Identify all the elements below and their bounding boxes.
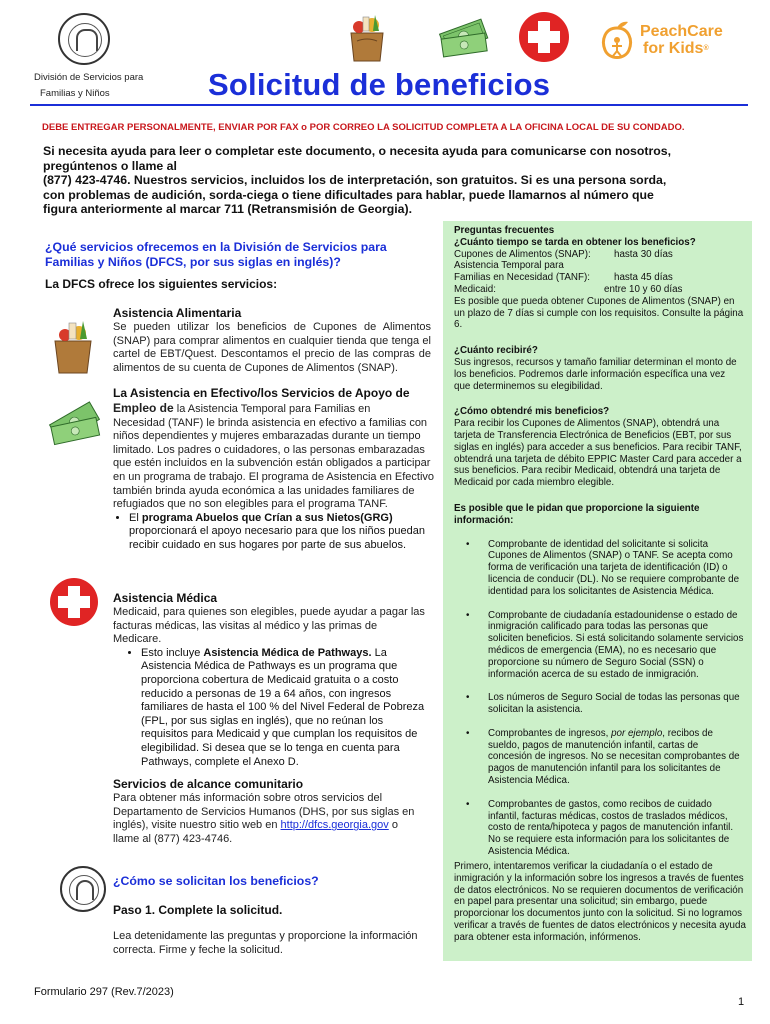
grocery-bag-small-icon [47, 317, 99, 375]
document-item: • Comprobante de ciudadanía estadounidense o estado de inmigración calificado para todas las personas que soliciten beneficios. Si está solicitando solamente servicios médicos de emergencia (EMA), no es necesario que proporcione su número de Seguro Social (SSN) o información acerca de su estado de inmigración. [454, 610, 744, 681]
cash-assistance-heading-cont: Empleo de [113, 401, 174, 415]
submit-instructions: DEBE ENTREGAR PERSONALMENTE, ENVIAR POR FAX o POR CORREO LA SOLICITUD COMPLETA A LA OFICINA LOCAL DE SU CONDADO. [42, 122, 685, 133]
cash-assistance-heading: La Asistencia en Efectivo/los Servicios de Apoyo de [113, 386, 410, 400]
faq-question-amount: ¿Cuánto recibiré? [454, 345, 538, 357]
expedited-note: Es posible que pueda obtener Cupones de Alimentos (SNAP) en un plazo de 7 días si cumple con los requisitos. Consulte la página 6. [454, 295, 744, 331]
agency-name-line2: Familias y Niños [40, 88, 110, 99]
medical-assistance-heading: Asistencia Médica [113, 591, 218, 605]
processing-row: Cupones de Alimentos (SNAP): hasta 30 días [454, 248, 673, 260]
faq-heading: Preguntas frecuentes [454, 225, 555, 236]
page-number: 1 [738, 996, 745, 1008]
document-item: • Comprobante de identidad del solicitante si solicita Cupones de Alimentos (SNAP) o TANF. Se acepta como forma de verificación una tarjeta de identificación (ID) o licencia de conducir (DL). No se requiere comprobante de identidad para los solicitantes de Asistencia Médica. [454, 539, 744, 598]
processing-times [454, 249, 744, 296]
medical-assistance-section [113, 591, 425, 769]
document-item: • Los números de Seguro Social de todas las personas que solicitan la asistencia. [454, 692, 744, 716]
faq-sidebar [443, 221, 752, 961]
georgia-seal-small-icon [60, 866, 106, 912]
cash-assistance-section [113, 386, 435, 553]
step-1-heading: Paso 1. Complete la solicitud. [113, 903, 283, 917]
outreach-heading: Servicios de alcance comunitario [113, 777, 304, 791]
question-services: ¿Qué servicios ofrecemos en la División de Servicios para Familias y Niños (DFCS, por sus siglas en inglés)? [45, 240, 387, 269]
peachcare-wordmark: PeachCare for Kids® [640, 23, 723, 57]
faq-question-time: ¿Cuánto tiempo se tarda en obtener los beneficios? [454, 236, 696, 248]
document-item: • Comprobantes de ingresos, por ejemplo, recibos de sueldo, pagos de manutención infantil, cartas de concesión de ingresos. No se necesitan comprobantes de pagos de manutención infantil para los solicitantes de Asistencia Médica. [454, 728, 744, 787]
medical-assistance-text: Medicaid, para quienes son elegibles, puede ayudar a pagar las facturas médicas, las visitas al médico y las primas de Medicare. [113, 606, 425, 646]
grg-bullet: • El programa Abuelos que Crían a sus Nietos(GRG) proporcionará el apoyo necesario para que los niños puedan recibir cuidado en sus hogares por parte de sus abuelos. [129, 512, 435, 553]
food-assistance-text: Se pueden utilizar los beneficios de Cupones de Alimentos (SNAP) para comprar alimentos en cualquier tienda que tenga el cartel de EBT/Quest. Descontamos el precio de las compras de alimentos de su cuenta de Cupones de Alimentos (SNAP). [113, 321, 431, 374]
agency-name-line1: División de Servicios para [34, 72, 144, 83]
cash-assistance-text-a: la Asistencia Temporal para Familias en [173, 403, 371, 415]
header-divider [30, 104, 748, 106]
cash-assistance-text: Necesidad (TANF) le brinda asistencia en efectivo a familias con niños dependientes y mujeres embarazadas durante un tiempo limitado. Los padres o cuidadores, o las personas embarazadas que estén incluidos en la subvención están obligados a participar en un programa de trabajo. El programa de Asistencia en Efectivo también brinda ayuda económica a las unidades familiares de refugiados que no son elegibles para el programa TANF. [113, 416, 435, 511]
georgia-seal-icon [58, 13, 110, 65]
form-number: Formulario 297 (Rev.7/2023) [34, 986, 174, 998]
peachcare-logo-icon [597, 20, 637, 64]
processing-row: Asistencia Temporal para [454, 260, 564, 272]
question-how-to-apply: ¿Cómo se solicitan los beneficios? [113, 874, 319, 888]
red-cross-medical-icon [50, 578, 98, 626]
cash-money-icon [436, 14, 492, 60]
outreach-text: Para obtener más información sobre otros servicios del Departamento de Servicios Humanos (DHS, por sus siglas en inglés), visite nuestro sitio web en http://dfcs.georgia.gov o llame al (877) 423-4746. [113, 792, 415, 845]
dfcs-website-link[interactable]: http://dfcs.georgia.gov [280, 819, 389, 832]
pathways-bullet: • Esto incluye Asistencia Médica de Pathways. La Asistencia Médica de Pathways es un programa que proporciona cobertura de Medicaid gratuita o a costo reducido a personas de 19 a 64 años, con ingresos familiares de hasta el 100 % del Nivel Federal de Pobreza (FPL, por sus siglas en inglés), que no reúnan los requisitos para Medicaid y que cumplan los requisitos de elegibilidad. Si desea que se lo tenga en cuenta para Pathways, complete el Anexo D. [141, 647, 425, 769]
food-assistance-heading: Asistencia Alimentaria [113, 306, 242, 320]
faq-answer-how: Para recibir los Cupones de Alimentos (SNAP), obtendrá una tarjeta de Transferencia Electrónica de Beneficios (EBT, por sus siglas en inglés) para acceder a sus beneficios. Para recibir TANF, obtendrá una tarjeta de débito EPPIC Master Card para acceder a sus beneficios. Para recibir Medicaid, obtendrá una tarjeta de Medicaid por cada miembro elegible. [454, 418, 742, 489]
documents-list [454, 539, 744, 858]
services-intro: La DFCS ofrece los siguientes servicios: [45, 277, 278, 291]
faq-question-how: ¿Cómo obtendré mis beneficios? [454, 406, 610, 418]
page-title: Solicitud de beneficios [208, 67, 551, 102]
grocery-bag-icon [345, 11, 389, 63]
red-cross-icon [519, 12, 569, 62]
faq-answer-amount: Sus ingresos, recursos y tamaño familiar determinan el monto de los beneficios. Podremos darle información específica una vez que determinemos su elegibilidad. [454, 356, 737, 392]
processing-row: Familias en Necesidad (TANF): hasta 45 días [454, 272, 673, 284]
faq-question-docs: Es posible que le pidan que proporcione la siguiente información: [454, 502, 700, 526]
document-item: • Comprobantes de gastos, como recibos de cuidado infantil, facturas médicas, costos de traslados médicos, costo de renta/hipoteca y pagos de manutención infantil. No se requiere esta información para los solicitantes de Asistencia Médica. [454, 799, 744, 858]
assistance-notice: Si necesita ayuda para leer o completar este documento, o necesita ayuda para comunicarse con nosotros, pregúntenos o llame al (877) 423-4746. Nuestros servicios, incluidos los de interpretación, son gratuitos. Si es una persona sorda, con problemas de audición, sorda-ciega o tiene dificultades para hablar, puede llamarnos al número que figura anteriormente al marcar 711 (Retransmisión de Georgia). [43, 144, 672, 217]
step-1-text: Lea detenidamente las preguntas y proporcione la información correcta. Firme y feche la solicitud. [113, 930, 418, 956]
cash-money-small-icon [46, 398, 104, 448]
verification-text: Primero, intentaremos verificar la ciudadanía o el estado de inmigración y la información sobre los ingresos a través de fuentes de datos electrónicos. No se requieren documentos de verificación en papel para presentar una solicitud; sin embargo, puede proporcionar los documentos junto con la solicitud. Si no logramos verificar a través de fuentes de datos electrónicos y necesita ayuda para obtener esta información, infórmenos. [454, 861, 746, 943]
outreach-section [113, 777, 425, 846]
processing-row: Medicaid: entre 10 y 60 días [454, 283, 683, 295]
